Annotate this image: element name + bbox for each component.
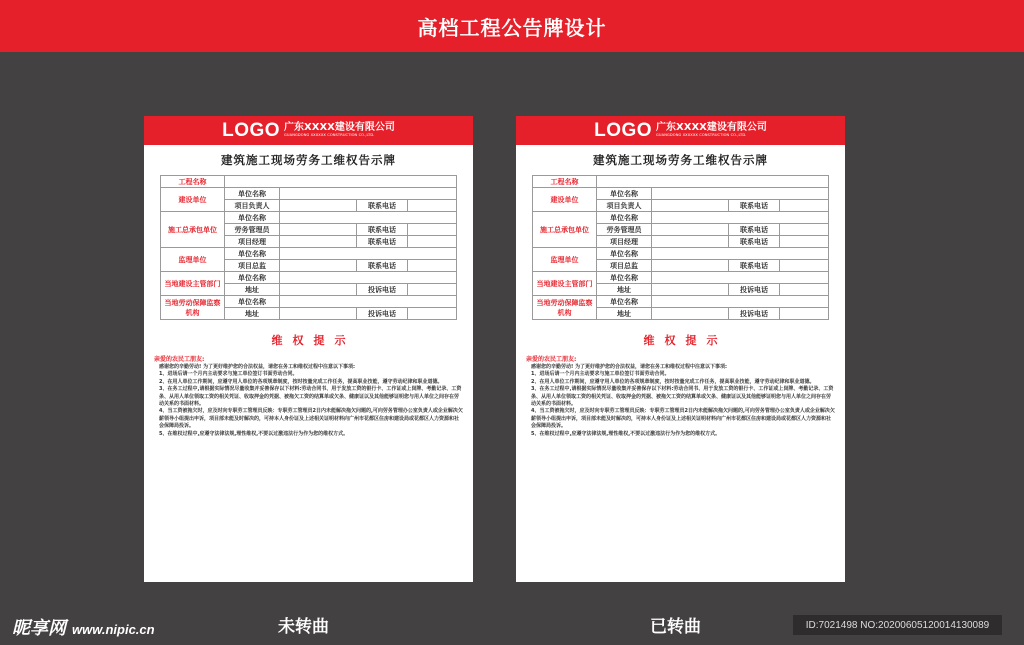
field-label: 劳务管理员	[597, 224, 652, 236]
notice-item: 3、在务工过程中,请根据实际情况尽量收集并妥善保存以下材料:劳动合同书、用于发放工资的银行卡、工作证或上岗牌、考勤记录、工资条、从用人单位领取工资的相关凭证、收取押金的凭据、被拖欠工资的结算单或欠条、健康证以及其他能够证明您与用人单位之间存在劳动关系的书面材料。	[531, 386, 834, 408]
notice-items	[154, 371, 463, 438]
logo: LOGO	[222, 119, 281, 141]
field-label: 地址	[597, 284, 652, 296]
field-value	[652, 200, 729, 212]
field-value-2	[408, 308, 457, 320]
sign-title: 建筑施工现场劳务工维权告示牌	[593, 153, 768, 167]
notice-item: 5、在维权过程中,应遵守法律法规,理性维权,不要以过激违法行为作为您的维权方式。	[159, 430, 349, 437]
panel-header	[516, 116, 845, 145]
field-value-2	[780, 260, 829, 272]
field-value-2	[408, 224, 457, 236]
table-row	[161, 212, 457, 224]
sign-panel-converted	[516, 116, 845, 582]
field-label: 项目经理	[597, 236, 652, 248]
field-value	[280, 296, 457, 308]
company-name-en: GUANGDONG XXXXXX CONSTRUCTION CO.,LTD.	[284, 133, 375, 138]
info-table-body	[161, 176, 457, 320]
watermark-url: www.nipic.cn	[72, 622, 155, 637]
notice-text	[154, 356, 463, 438]
id-badge: ID:7021498 NO:20200605120014130089	[793, 615, 1002, 635]
field-label-2: 联系电话	[357, 200, 408, 212]
category-cell: 当地建设主管部门	[161, 272, 225, 296]
field-label: 项目负责人	[597, 200, 652, 212]
field-label: 单位名称	[597, 212, 652, 224]
category-cell: 监理单位	[161, 248, 225, 272]
field-label: 地址	[225, 284, 280, 296]
field-label: 单位名称	[597, 296, 652, 308]
field-value	[652, 188, 829, 200]
notice-greeting: 亲爱的农民工朋友:	[526, 356, 577, 363]
notice-item: 1、进场后请一个月内主动要求与施工单位签订书面劳动合同。	[159, 371, 298, 378]
field-value-2	[780, 284, 829, 296]
notice-text	[526, 356, 835, 438]
field-label-2: 投诉电话	[357, 308, 408, 320]
field-value	[280, 308, 357, 320]
field-value	[652, 296, 829, 308]
field-value	[280, 260, 357, 272]
field-value	[280, 272, 457, 284]
company-name-cn: 广东XXXX建设有限公司	[656, 122, 767, 134]
field-label-2: 联系电话	[729, 236, 780, 248]
category-cell: 建设单位	[161, 188, 225, 212]
field-label: 单位名称	[225, 272, 280, 284]
field-value-2	[408, 236, 457, 248]
field-value	[652, 248, 829, 260]
field-label-2: 联系电话	[729, 200, 780, 212]
field-label: 项目总监	[597, 260, 652, 272]
watermark-brand: 昵享网	[12, 618, 66, 639]
field-label-2: 投诉电话	[357, 284, 408, 296]
field-label: 地址	[597, 308, 652, 320]
watermark	[12, 614, 155, 640]
field-label-2: 投诉电话	[729, 284, 780, 296]
field-value	[280, 188, 457, 200]
field-value	[652, 260, 729, 272]
field-label: 劳务管理员	[225, 224, 280, 236]
label-converted: 已转曲	[650, 617, 701, 637]
field-value	[652, 224, 729, 236]
category-cell: 监理单位	[533, 248, 597, 272]
category-cell: 当地劳动保障监察机构	[533, 296, 597, 320]
field-label: 单位名称	[225, 296, 280, 308]
panel-header	[144, 116, 473, 145]
field-label: 单位名称	[597, 188, 652, 200]
field-value	[280, 236, 357, 248]
project-name-label: 工程名称	[533, 176, 597, 188]
field-value	[280, 284, 357, 296]
notice-item: 4、当工资被拖欠时，应及时向专职劳工管理员反映：专职劳工管理员2日内未能解决拖欠问题的,可向劳务管理办公室负责人或企业解决欠薪领导小组提出申诉，项目部未能及时解决的，可持本人身份证及上述相关证明材料向广州市花都区住房和建设局或花都区人力资源和社会保障局投诉。	[159, 408, 463, 430]
notice-item: 3、在务工过程中,请根据实际情况尽量收集并妥善保存以下材料:劳动合同书、用于发放工资的银行卡、工作证或上岗牌、考勤记录、工资条、从用人单位领取工资的相关凭证、收取押金的凭据、被拖欠工资的结算单或欠条、健康证以及其他能够证明您与用人单位之间存在劳动关系的书面材料。	[159, 386, 462, 408]
info-table	[532, 175, 829, 320]
field-label: 项目总监	[225, 260, 280, 272]
table-row	[161, 248, 457, 260]
notice-intro: 感谢您的辛勤劳动! 为了更好维护您的合法权益，请您在务工和维权过程中注意以下事项:	[531, 364, 728, 370]
category-cell: 施工总承包单位	[533, 212, 597, 248]
notice-greeting: 亲爱的农民工朋友:	[154, 356, 205, 363]
category-cell: 当地建设主管部门	[533, 272, 597, 296]
field-label: 单位名称	[225, 248, 280, 260]
notice-item: 2、在用人单位工作期间，应遵守用人单位的各项规章制度，按时按量完成工作任务，提高职业技能，遵守劳动纪律和职业道德。	[531, 378, 815, 385]
table-row	[161, 296, 457, 308]
category-cell: 建设单位	[533, 188, 597, 212]
sign-panel-unconverted	[144, 116, 473, 582]
field-label-2: 联系电话	[357, 236, 408, 248]
project-name-value	[597, 176, 829, 188]
field-label-2: 联系电话	[729, 260, 780, 272]
label-unconverted: 未转曲	[278, 617, 329, 637]
rights-title: 维权提示	[271, 334, 356, 347]
field-value	[652, 212, 829, 224]
rights-title: 维权提示	[643, 334, 728, 347]
category-cell: 当地劳动保障监察机构	[161, 296, 225, 320]
company-name	[284, 123, 395, 138]
banner-title: 高档工程公告牌设计	[417, 15, 607, 40]
field-value-2	[408, 284, 457, 296]
field-value	[652, 272, 829, 284]
field-value-2	[780, 236, 829, 248]
notice-intro: 感谢您的辛勤劳动! 为了更好维护您的合法权益，请您在务工和维权过程中注意以下事项:	[159, 364, 356, 370]
table-row	[533, 188, 829, 200]
info-table-body	[533, 176, 829, 320]
field-value	[280, 200, 357, 212]
field-value	[280, 224, 357, 236]
table-row	[533, 248, 829, 260]
field-label: 单位名称	[597, 272, 652, 284]
table-row	[161, 188, 457, 200]
notice-item: 5、在维权过程中,应遵守法律法规,理性维权,不要以过激违法行为作为您的维权方式。	[531, 430, 721, 437]
field-label: 单位名称	[597, 248, 652, 260]
field-value	[280, 248, 457, 260]
field-label: 单位名称	[225, 212, 280, 224]
field-label: 项目负责人	[225, 200, 280, 212]
field-value	[652, 308, 729, 320]
field-label-2: 联系电话	[357, 224, 408, 236]
top-banner	[0, 0, 1024, 52]
table-row	[161, 176, 457, 188]
company-name-cn: 广东XXXX建设有限公司	[284, 122, 395, 134]
field-label: 单位名称	[225, 188, 280, 200]
field-value-2	[780, 224, 829, 236]
field-value-2	[408, 200, 457, 212]
table-row	[533, 296, 829, 308]
project-name-value	[225, 176, 457, 188]
field-value	[652, 284, 729, 296]
logo: LOGO	[594, 119, 653, 141]
company-name	[656, 123, 767, 138]
table-row	[161, 272, 457, 284]
field-label: 项目经理	[225, 236, 280, 248]
field-value	[652, 236, 729, 248]
table-row	[533, 212, 829, 224]
category-cell: 施工总承包单位	[161, 212, 225, 248]
field-label-2: 联系电话	[357, 260, 408, 272]
notice-items	[526, 371, 835, 438]
info-table	[160, 175, 457, 320]
company-name-en: GUANGDONG XXXXXX CONSTRUCTION CO.,LTD.	[656, 133, 747, 138]
notice-item: 1、进场后请一个月内主动要求与施工单位签订书面劳动合同。	[531, 371, 670, 378]
field-value-2	[780, 200, 829, 212]
field-value-2	[780, 308, 829, 320]
field-value-2	[408, 260, 457, 272]
table-row	[533, 176, 829, 188]
notice-item: 2、在用人单位工作期间，应遵守用人单位的各项规章制度，按时按量完成工作任务，提高职业技能，遵守劳动纪律和职业道德。	[159, 378, 443, 385]
field-value	[280, 212, 457, 224]
table-row	[533, 272, 829, 284]
field-label: 地址	[225, 308, 280, 320]
notice-item: 4、当工资被拖欠时，应及时向专职劳工管理员反映：专职劳工管理员2日内未能解决拖欠问题的,可向劳务管理办公室负责人或企业解决欠薪领导小组提出申诉，项目部未能及时解决的，可持本人身份证及上述相关证明材料向广州市花都区住房和建设局或花都区人力资源和社会保障局投诉。	[531, 408, 835, 430]
sign-title: 建筑施工现场劳务工维权告示牌	[221, 153, 396, 167]
field-label-2: 投诉电话	[729, 308, 780, 320]
field-label-2: 联系电话	[729, 224, 780, 236]
project-name-label: 工程名称	[161, 176, 225, 188]
